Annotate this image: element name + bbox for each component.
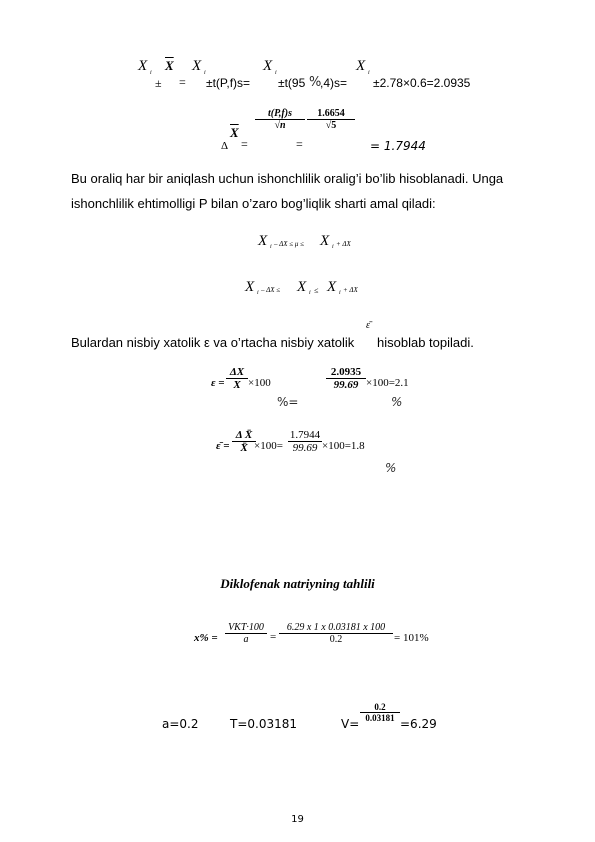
inequality-end: + ΔX [343,286,358,294]
formula-result: ×100=2.1 [366,377,409,389]
denominator: 0.03181 [365,713,395,723]
numerator: VKT·100 [225,622,267,634]
symbol-x-i: X [245,279,255,295]
percent-sign: % [309,75,322,90]
percent-sign: % [385,461,397,475]
symbol-x-bar: $\overline{X}$ [230,125,239,140]
subscript-i: i [368,70,370,76]
section-heading: Diklofenak natriyning tahlili [220,576,375,591]
text-line: hisoblab topiladi. [377,335,474,350]
subscript-i: i [275,70,277,76]
numerator: t(P,f)s [255,108,305,120]
less-equal-sign: ≤ [314,286,319,295]
numerator: 2.0935 [326,366,366,379]
denominator: X̄ [240,442,248,454]
symbol-x-i: X [138,58,148,74]
subscript-i: i [332,244,334,250]
param-t: T=0.03181 [230,717,298,731]
inequality-middle: – ΔX ≤ [261,286,281,294]
subscript-i: i [150,70,152,76]
equals-sign: = [241,137,248,151]
numerator: 1.7944 [289,429,321,441]
denominator: √5 [325,120,337,131]
formula-lhs: x% = [194,632,218,644]
formula-result: = 1.7944 [370,139,426,153]
formula-part: ±t(P,f)s= [206,76,251,90]
subscript-i: i [204,70,206,76]
symbol-x-i: X [297,279,307,295]
symbol-x-i: X [356,58,366,74]
fraction-delta-xbar-over-xbar [232,429,256,454]
plus-minus-sign: ± [155,76,162,90]
fraction-value [307,108,355,131]
numerator: 6.29 x 1 x 0.03181 x 100 [279,622,393,634]
inequality-middle: – ΔX ≤ μ ≤ [274,240,304,248]
delta-symbol: Δ [221,140,229,152]
page-number: 19 [291,814,304,825]
symbol-x-bar: $\overline{X}$ [165,58,174,73]
symbol-x-i: X [263,58,273,74]
fraction-value [326,366,366,391]
subscript-i: i [309,290,311,296]
param-v-result: =6.29 [400,717,437,731]
symbol-x-i: X [258,233,268,249]
equals-sign: = [270,631,277,643]
fraction-value [288,429,322,454]
formula-part: ±t(95 [278,76,306,90]
formula-result: = 101% [394,632,429,644]
equals-sign: = [179,75,186,89]
percent-equals: %= [277,395,299,409]
inequality-end: + ΔX [336,240,351,248]
denominator: a [243,634,249,645]
subscript-i: i [270,244,272,250]
numerator: 1.6654 [307,108,355,120]
numerator: 0.2 [360,702,400,713]
formula-result: ±2.78×0.6=2.0935 [373,76,471,90]
formula-result: ×100=1.8 [322,440,365,452]
equals-sign: = [296,137,303,151]
epsilon-bar-symbol: ε̄ [366,320,370,331]
formula-lhs: ε̄ = [216,440,230,452]
fraction-v [360,702,400,723]
fraction-vkt-over-a [225,622,267,645]
subscript-i: i [339,290,341,296]
subscript-i: i [257,290,259,296]
fraction-t-s-over-sqrt-n [255,108,305,131]
symbol-x-i: X [320,233,330,249]
denominator: 99.69 [292,442,318,454]
denominator: √n [274,120,286,131]
multiply-100: ×100= [254,440,283,452]
text-line: ishonchlilik ehtimolligi P bilan o’zaro bog’liqlik sharti amal qiladi: [71,196,436,211]
multiply-100: ×100 [248,377,271,389]
param-v: V= [341,717,360,731]
symbol-x-i: X [327,279,337,295]
fraction-value [279,622,393,645]
param-a: a=0.2 [162,717,199,731]
numerator: Δ X̄ [232,429,256,442]
percent-sign: % [391,395,403,409]
text-line: Bu oraliq har bir aniqlash uchun ishonchlilik oralig’i bo’lib hisoblanadi. Unga [71,171,504,186]
formula-part: ,4)s= [320,76,348,90]
text-line: Bulardan nisbiy xatolik ε va o’rtacha nisbiy xatolik [71,335,355,350]
symbol-x-i: X [192,58,202,74]
denominator: 99.69 [333,379,359,391]
formula-lhs: ε = [211,377,225,389]
fraction-delta-x-over-x [226,366,248,391]
numerator: ΔX [226,366,248,379]
denominator: 0.2 [329,634,343,645]
denominator: X [233,379,241,391]
